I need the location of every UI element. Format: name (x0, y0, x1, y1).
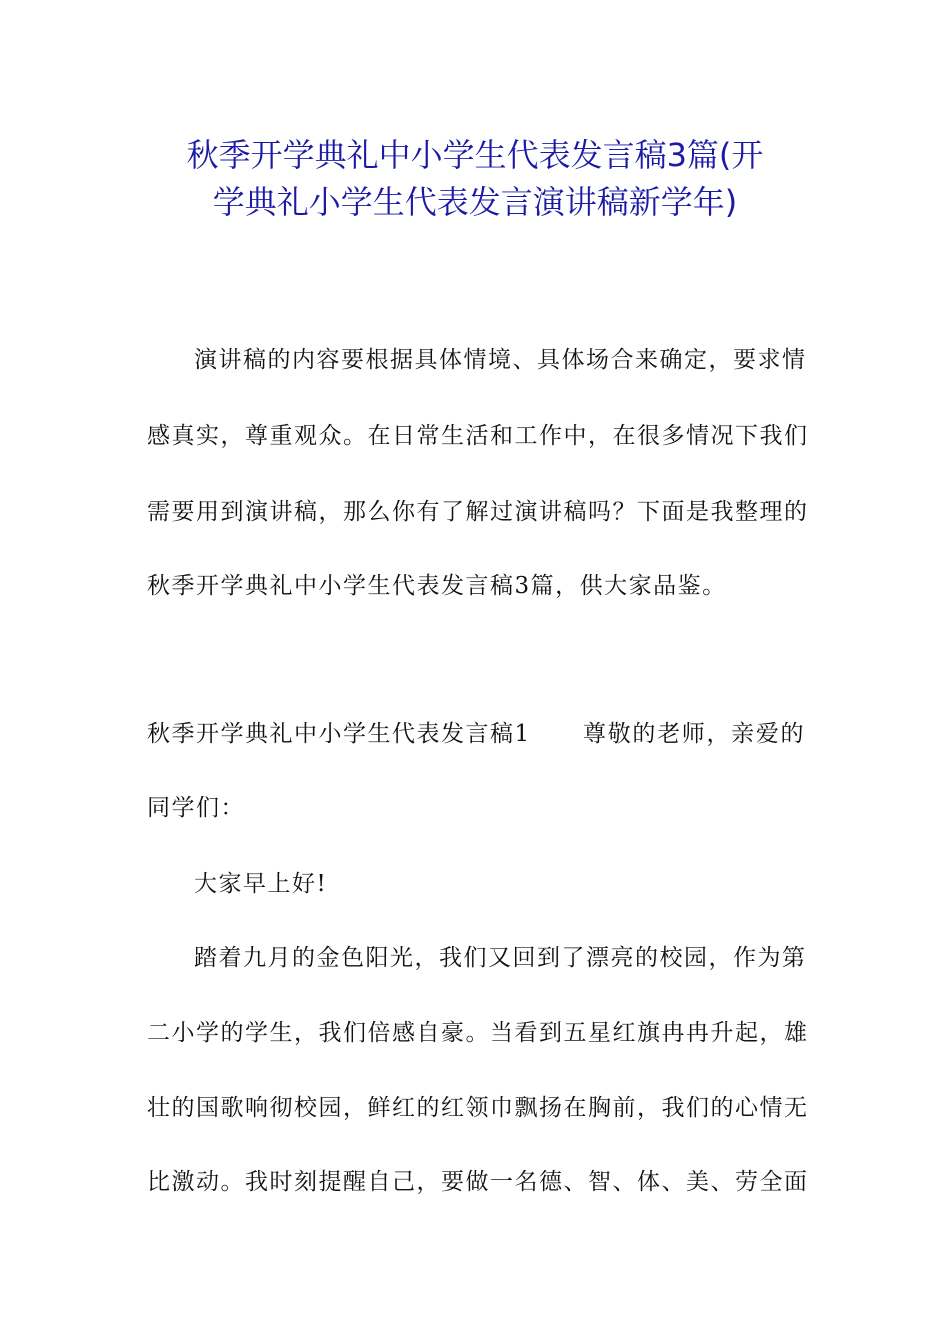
intro-line-1: 演讲稿的内容要根据具体情境、具体场合来确定，要求情 (194, 347, 807, 373)
salutation-start: 尊敬的老师，亲爱的 (583, 721, 805, 747)
intro-line-3: 需要用到演讲稿，那么你有了解过演讲稿吗？下面是我整理的 (147, 499, 809, 525)
paragraph-line-3: 壮的国歌响彻校园，鲜红的红领巾飘扬在胸前，我们的心情无 (147, 1095, 809, 1121)
greeting: 大家早上好! (194, 871, 328, 897)
paragraph-line-4: 比激动。我时刻提醒自己，要做一名德、智、体、美、劳全面 (147, 1169, 809, 1195)
intro-line-4: 秋季开学典礼中小学生代表发言稿3篇，供大家品鉴。 (147, 573, 727, 599)
paragraph-line-1: 踏着九月的金色阳光，我们又回到了漂亮的校园，作为第 (194, 945, 807, 971)
document-title-line-2: 学典礼小学生代表发言演讲稿新学年) (212, 183, 738, 221)
salutation-end: 同学们： (147, 795, 245, 821)
document-title-line-1: 秋季开学典礼中小学生代表发言稿3篇(开 (186, 136, 764, 174)
paragraph-line-2: 二小学的学生，我们倍感自豪。当看到五星红旗冉冉升起，雄 (147, 1020, 809, 1046)
intro-line-2: 感真实，尊重观众。在日常生活和工作中，在很多情况下我们 (147, 423, 809, 449)
section-heading: 秋季开学典礼中小学生代表发言稿1 (147, 721, 531, 747)
